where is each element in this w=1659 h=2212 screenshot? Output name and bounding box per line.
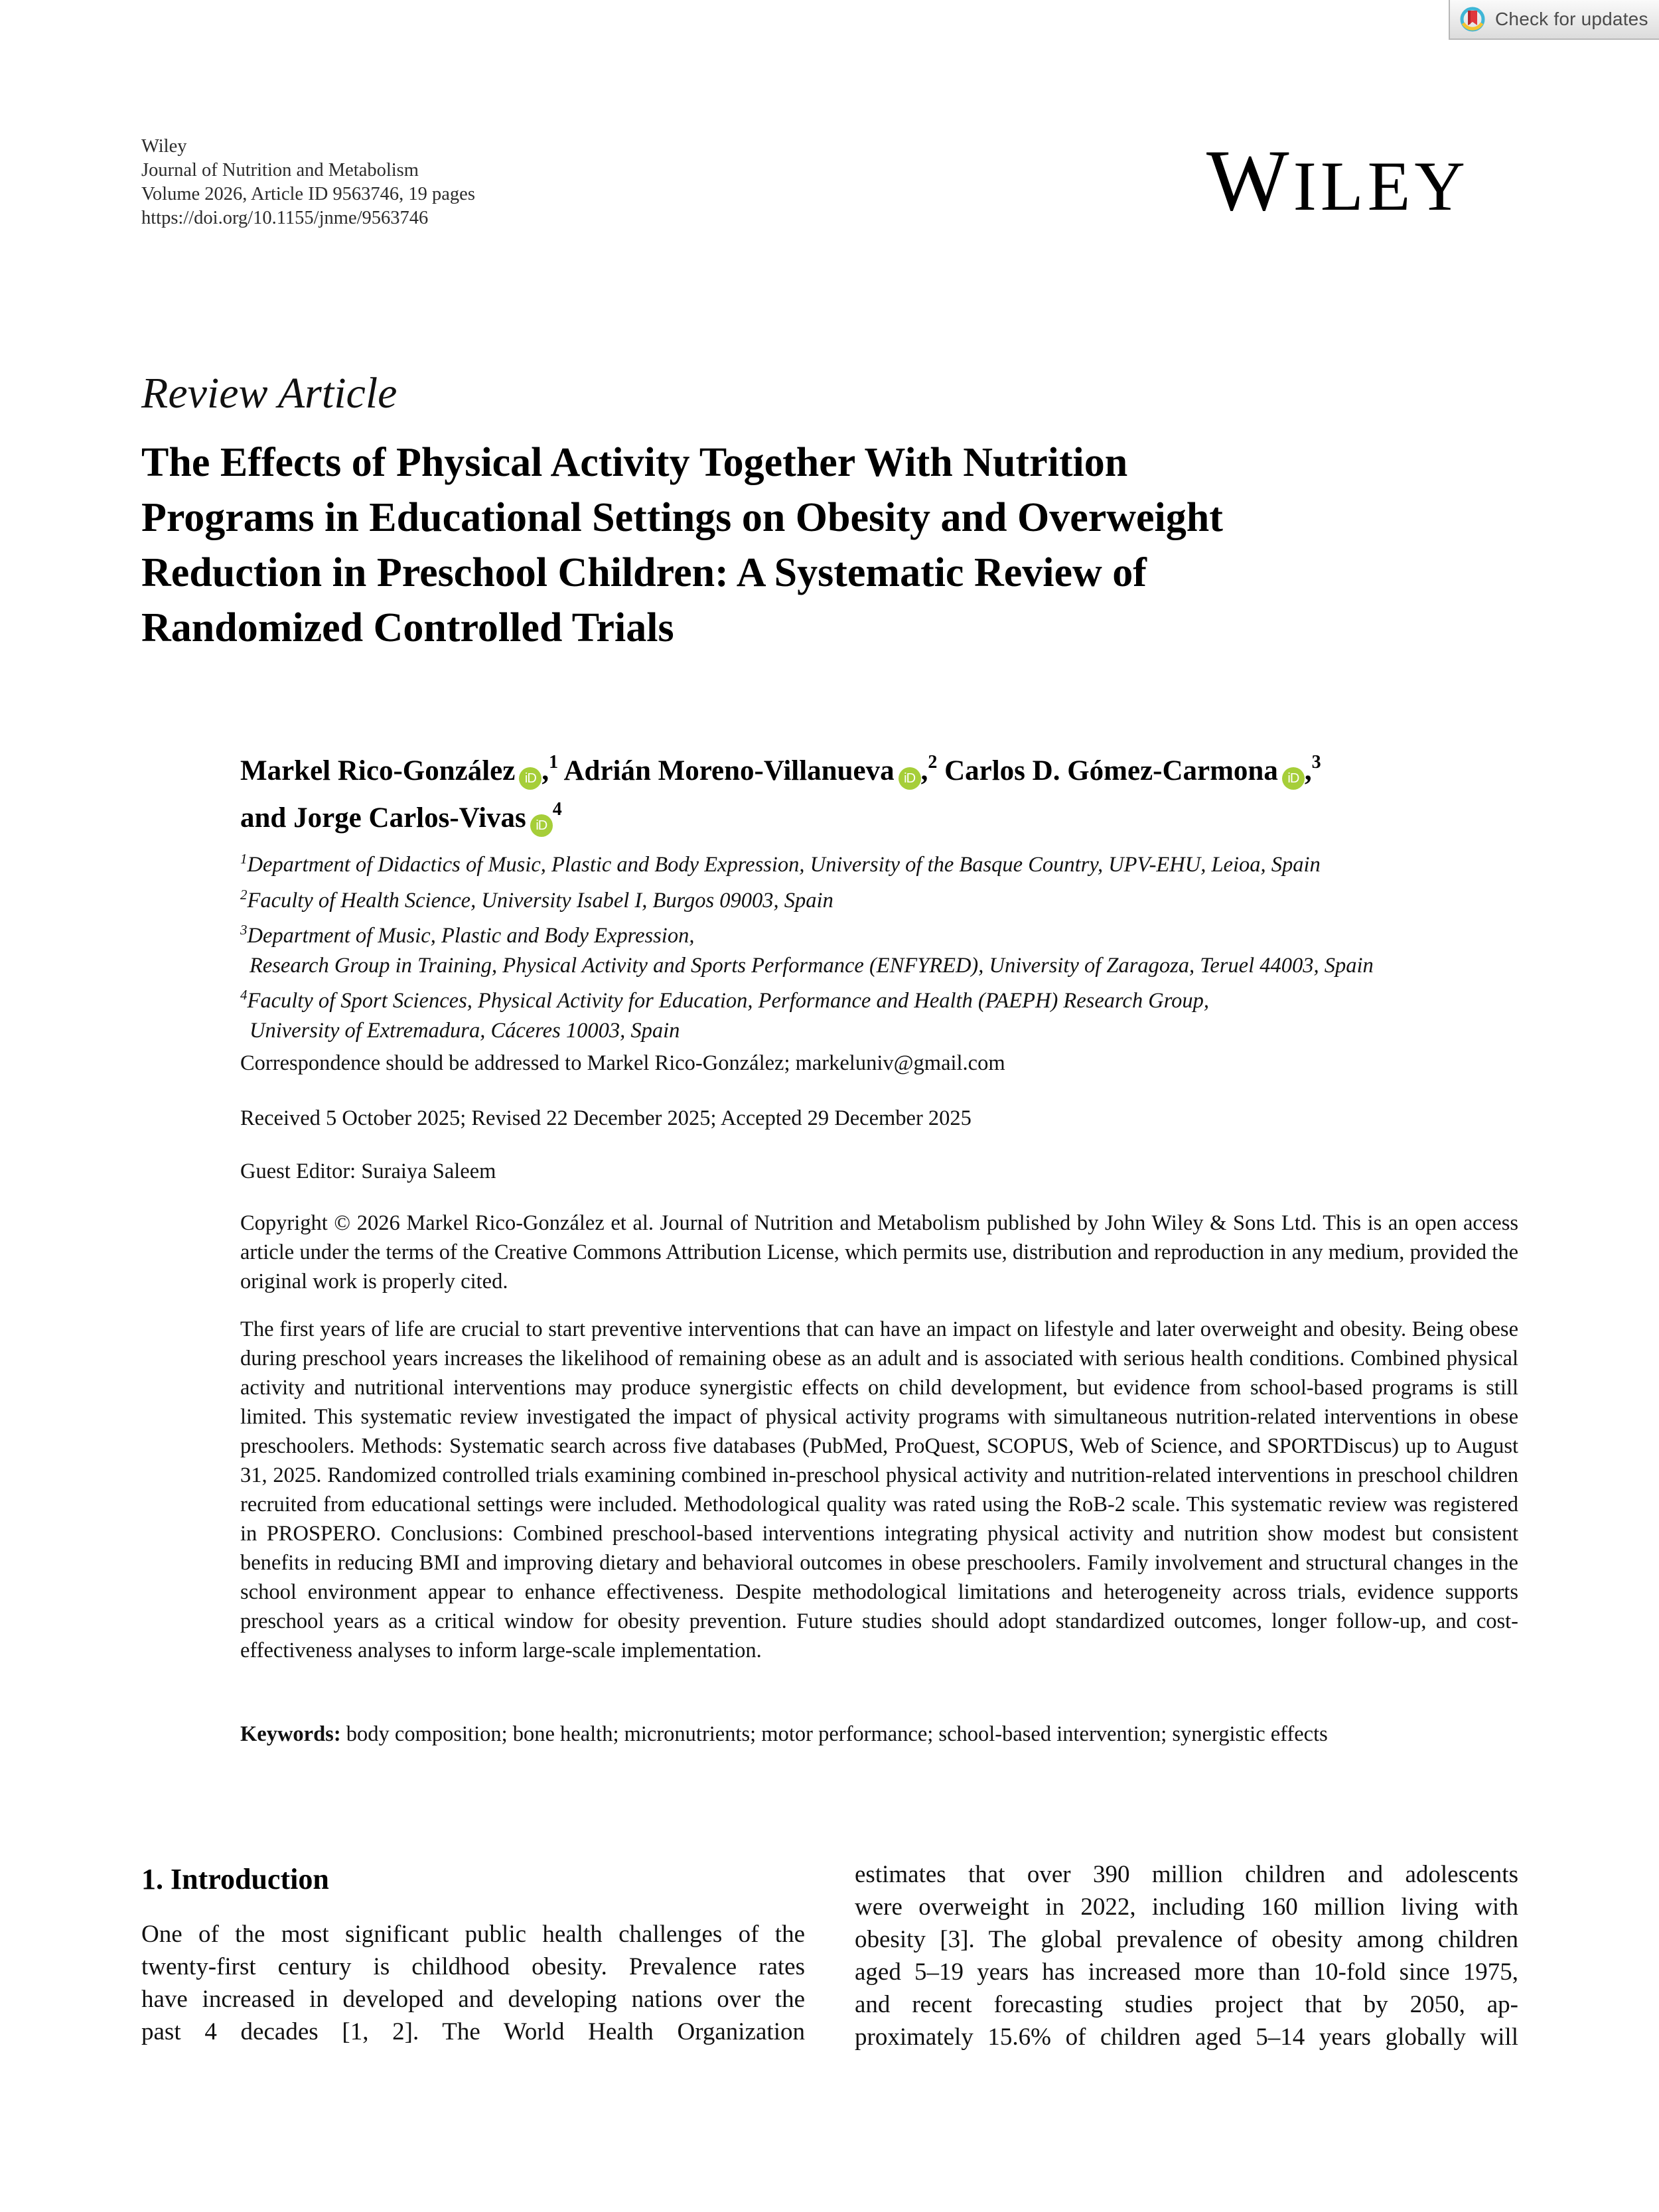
volume-info: Volume 2026, Article ID 9563746, 19 pages: [141, 184, 475, 204]
affiliation-number: 3: [240, 922, 248, 938]
affiliation: [240, 844, 1541, 880]
body-line: proximately 15.6% of children aged 5–14 years globally will: [855, 2024, 1518, 2051]
affiliation-number: 1: [240, 851, 248, 867]
affiliations: [240, 844, 1541, 1045]
journal-name: Journal of Nutrition and Metabolism: [141, 160, 419, 181]
check-for-updates-button[interactable]: [1449, 0, 1659, 40]
affiliation-text: Department of Music, Plastic and Body Expression,: [247, 924, 695, 948]
orcid-icon[interactable]: iD: [899, 767, 921, 790]
journal-meta: [141, 135, 475, 230]
wiley-logo: [1206, 131, 1469, 230]
body-line: have increased in developed and developing nations over the: [141, 1986, 805, 2013]
author: [563, 752, 938, 786]
keywords-list: body composition; bone health; micronutrients; motor performance; school-based intervention; synergistic effects: [346, 1722, 1328, 1746]
body-line: estimates that over 390 million children and adolescents: [855, 1861, 1518, 1888]
affiliation-number: 2: [240, 886, 248, 903]
author-name[interactable]: Jorge Carlos-Vivas: [293, 802, 526, 834]
affiliation-continued: University of Extremadura, Cáceres 10003, Spain: [250, 1018, 680, 1043]
doi-link[interactable]: https://doi.org/10.1155/jnme/9563746: [141, 208, 429, 228]
title-line: Randomized Controlled Trials: [141, 605, 674, 650]
affiliation-marker: 1: [549, 752, 559, 773]
author: [240, 752, 559, 786]
affiliation: [240, 915, 1541, 951]
body-line: One of the most significant public health challenges of the: [141, 1921, 805, 1948]
affiliation-text: Faculty of Health Science, University Isabel I, Burgos 09003, Spain: [247, 888, 833, 913]
guest-editor: Guest Editor: Suraiya Saleem: [240, 1159, 496, 1183]
correspondence: Correspondence should be addressed to Markel Rico-González; markeluniv@gmail.com: [240, 1051, 1005, 1075]
check-for-updates-label: Check for updates: [1495, 9, 1648, 29]
affiliation-continued: Research Group in Training, Physical Activity and Sports Performance (ENFYRED), University of Zaragoza, Teruel 44003, Spain: [250, 953, 1374, 978]
author-name[interactable]: Adrián Moreno-Villanueva: [563, 755, 895, 786]
body-line: and recent forecasting studies project that by 2050, ap-: [855, 1991, 1518, 2018]
body-column-left: [141, 1918, 805, 2048]
orcid-icon[interactable]: iD: [1282, 767, 1305, 790]
affiliation: [240, 980, 1541, 1016]
separator: ,: [541, 755, 549, 786]
abstract: The first years of life are crucial to start preventive interventions that can have an impact on lifestyle and later overweight and obesity. Being obese during preschool years increases the likelihood of remaining obese as an adult and is associated with serious health conditions. Combined physical activity and nutritional interventions may produce synergistic effects on child development, but evidence from school-based programs is still limited. This systematic review investigated the impact of physical activity programs with simultaneous nutrition-related interventions in obese preschoolers. Methods: Systematic search across five databases (PubMed, ProQuest, SCOPUS, Web of Science, and SPORTDiscus) up to August 31, 2025. Randomized controlled trials examining combined in-preschool physical activity and nutrition-related interventions in preschool children recruited from educational settings were included. Methodological quality was rated using the RoB-2 scale. This systematic review was registered in PROSPERO. Conclusions: Combined preschool-based interventions integrating physical activity and nutrition show modest but consistent benefits in reducing BMI and improving dietary and behavioral outcomes in obese preschoolers. Family involvement and structural changes in the school environment appear to enhance effectiveness. Despite methodological limitations and heterogeneity across trials, evidence supports preschool years as a critical window for obesity prevention. Future studies should adopt standardized outcomes, longer follow-up, and cost-effectiveness analyses to inform large-scale implementation.: [240, 1317, 1518, 1662]
body-line: obesity [3]. The global prevalence of obesity among children: [855, 1926, 1518, 1953]
affiliation-text: Department of Didactics of Music, Plastic and Body Expression, University of the Basque Country, UPV-EHU, Leioa, Spain: [247, 853, 1321, 877]
orcid-icon[interactable]: iD: [530, 814, 553, 837]
separator: ,: [920, 755, 928, 786]
affiliation-marker: 3: [1311, 752, 1321, 773]
orcid-icon[interactable]: iD: [519, 767, 541, 790]
keywords-label: Keywords:: [240, 1722, 341, 1746]
title-line: Reduction in Preschool Children: A Systematic Review of: [141, 550, 1147, 595]
author-name[interactable]: Carlos D. Gómez-Carmona: [944, 755, 1278, 786]
article-dates: Received 5 October 2025; Revised 22 December 2025; Accepted 29 December 2025: [240, 1106, 972, 1130]
keywords: [240, 1720, 1328, 1749]
affiliation-marker: 2: [928, 752, 938, 773]
article-type: Review Article: [141, 369, 397, 417]
author-list: [240, 743, 1567, 838]
body-line: were overweight in 2022, including 160 million living with: [855, 1893, 1518, 1921]
body-line: past 4 decades [1, 2]. The World Health Organization: [141, 2018, 805, 2045]
author: [944, 752, 1321, 786]
affiliation: [240, 880, 1541, 916]
affiliation-number: 4: [240, 987, 248, 1003]
author-conjunction: and: [240, 802, 294, 834]
author-name[interactable]: Markel Rico-González: [240, 755, 516, 786]
title-line: The Effects of Physical Activity Together With Nutrition: [141, 440, 1128, 485]
separator: ,: [1304, 755, 1312, 786]
body-line: twenty-first century is childhood obesity. Prevalence rates: [141, 1953, 805, 1980]
affiliation-marker: 4: [552, 799, 562, 820]
article-title: [141, 435, 1535, 656]
affiliation-text: Faculty of Sport Sciences, Physical Activity for Education, Performance and Health (PAEPH) Research Group,: [247, 989, 1210, 1013]
wiley-logo-rest: ILEY: [1293, 147, 1469, 225]
author: [240, 799, 562, 834]
crossmark-bookmark-icon: [1459, 6, 1486, 33]
body-column-right: [855, 1858, 1518, 2053]
title-line: Programs in Educational Settings on Obesity and Overweight: [141, 495, 1223, 540]
body-line: aged 5–19 years has increased more than 10-fold since 1975,: [855, 1958, 1518, 1986]
copyright-notice: Copyright © 2026 Markel Rico-González et al. Journal of Nutrition and Metabolism published by John Wiley & Sons Ltd. This is an open access article under the terms of the Creative Commons Attribution License, which permits use, distribution and reproduction in any medium, provided the original work is properly cited.: [240, 1211, 1518, 1293]
wiley-logo-initial: W: [1206, 131, 1293, 229]
publisher-name: Wiley: [141, 136, 187, 157]
section-heading: 1. Introduction: [141, 1863, 329, 1895]
